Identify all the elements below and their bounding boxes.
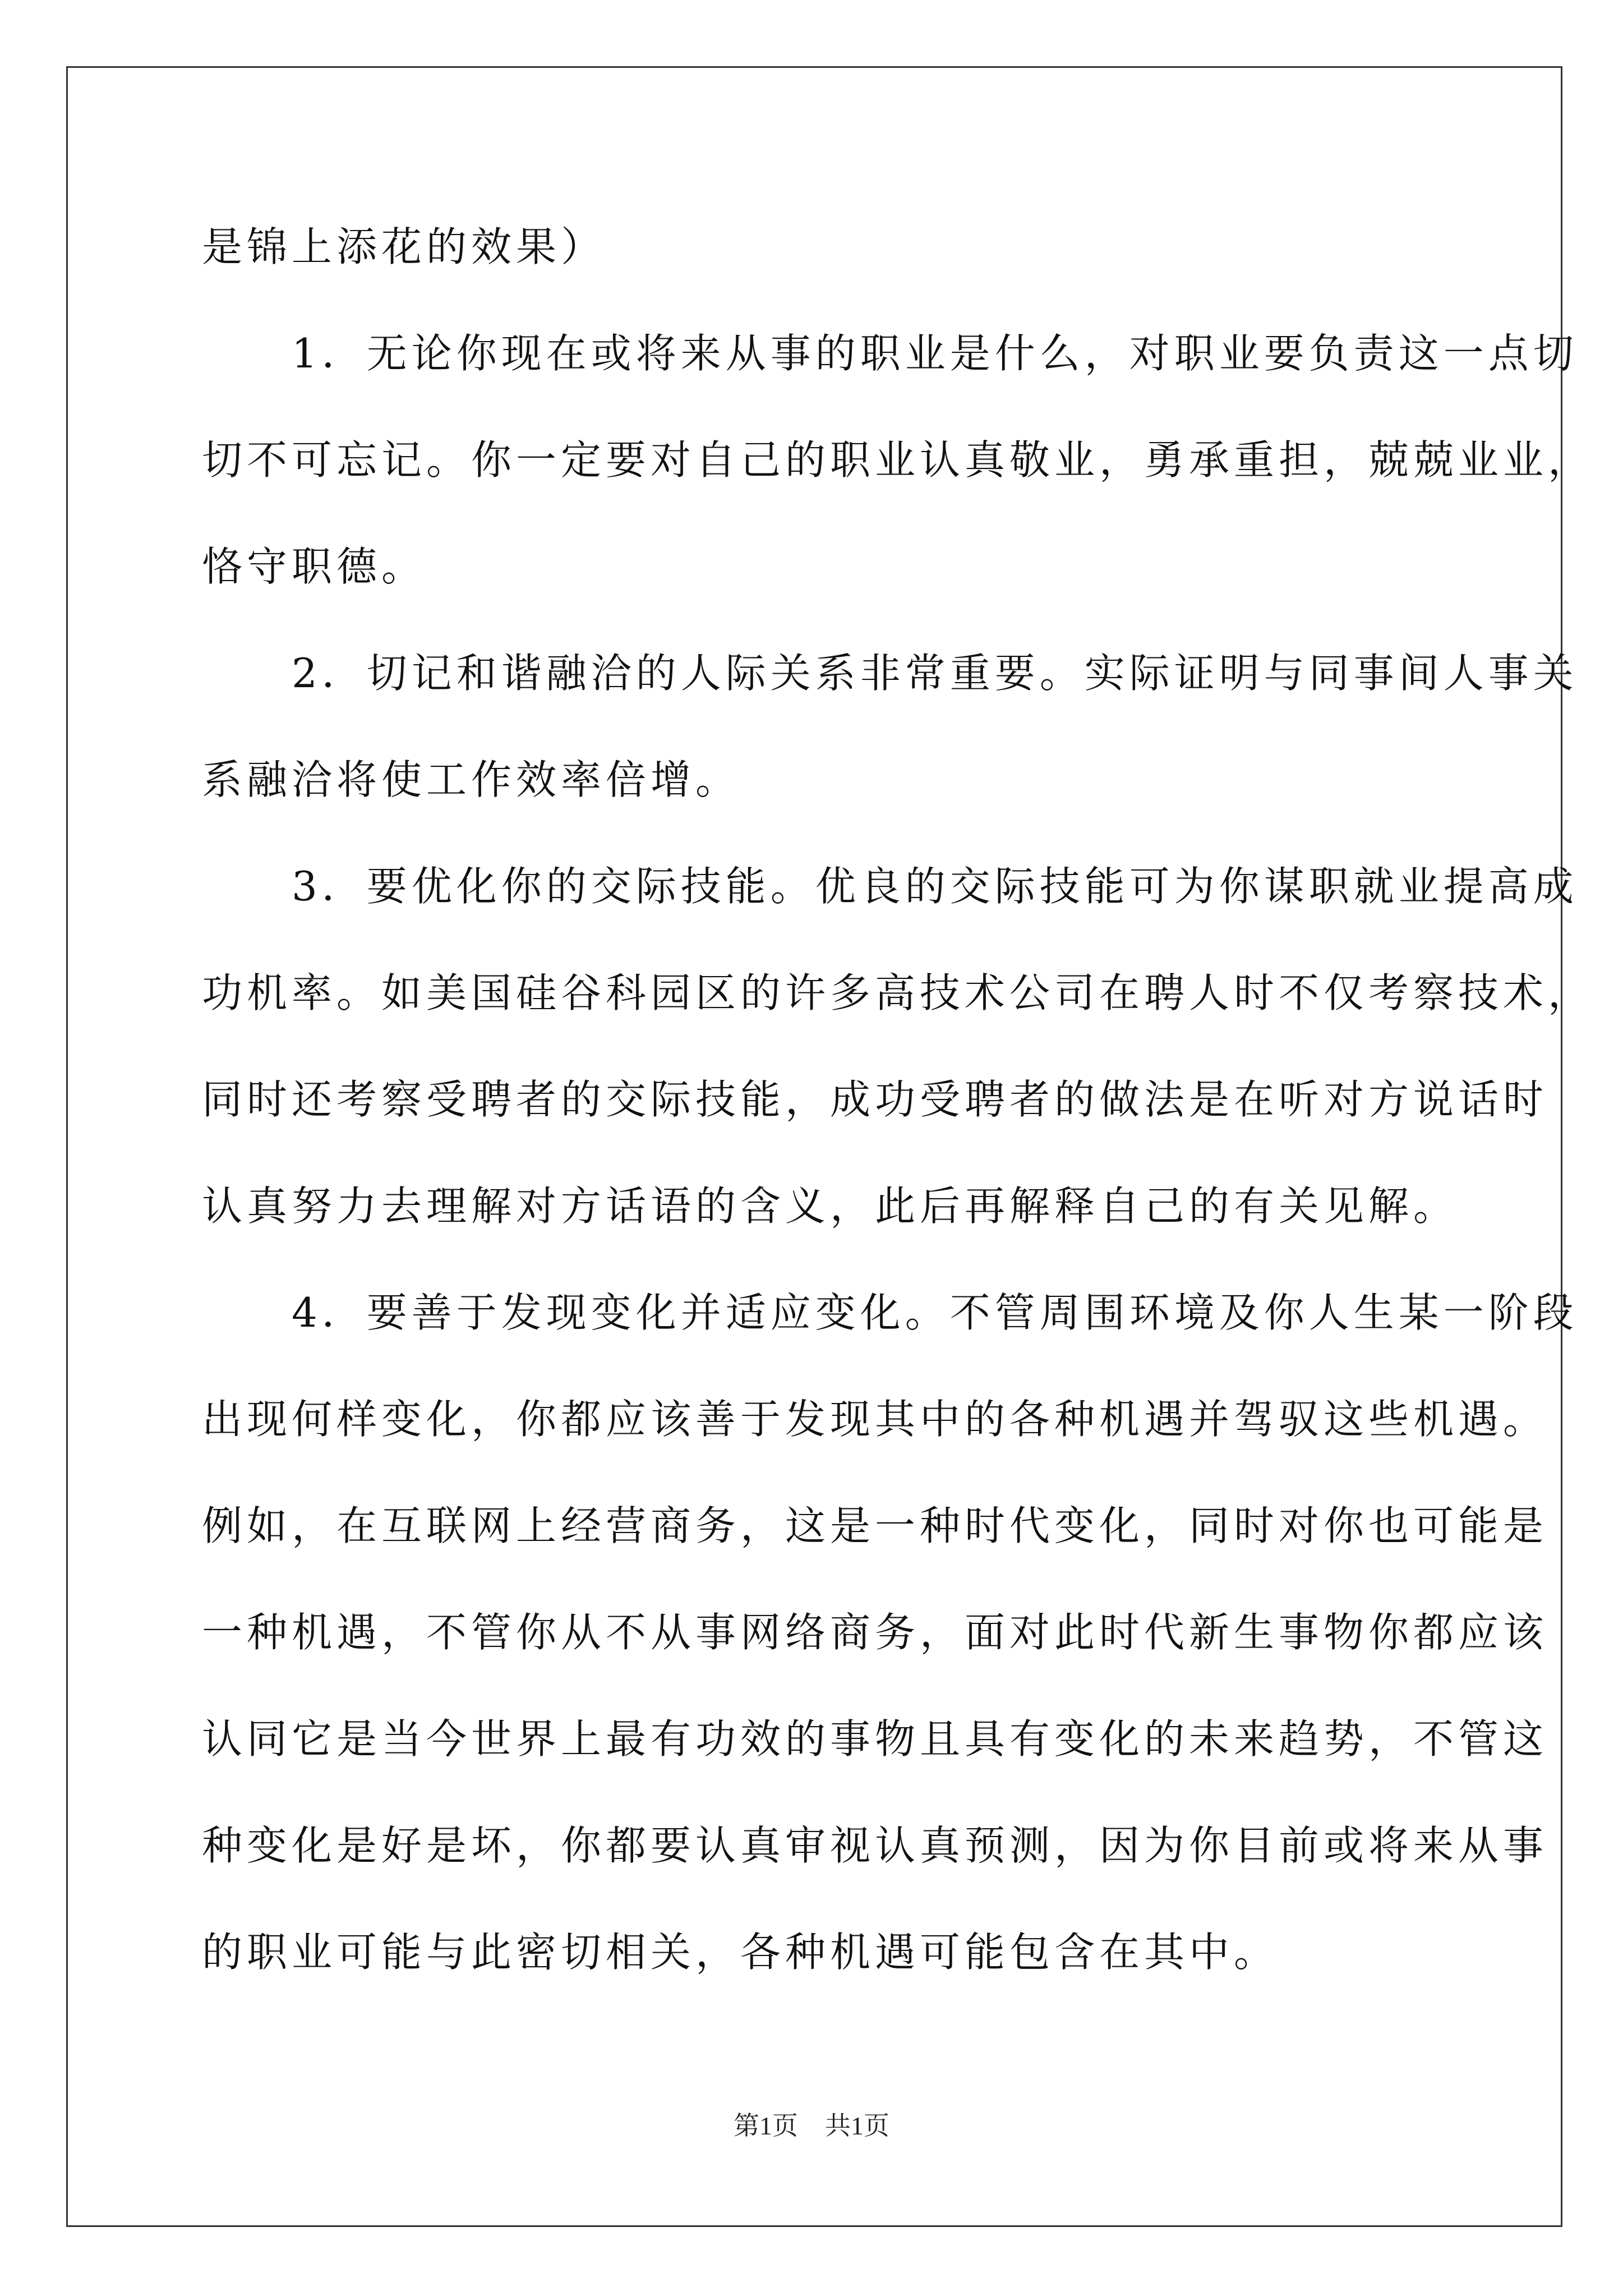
text-line: 同时还考察受聘者的交际技能，成功受聘者的做法是在听对方说话时 [202,1076,1548,1123]
text-line: 功机率。如美国硅谷科园区的许多高技术公司在聘人时不仅考察技术， [202,969,1593,1016]
text-line: 的职业可能与此密切相关，各种机遇可能包含在其中。 [202,1929,1279,1976]
text-line: 切不可忘记。你一定要对自己的职业认真敬业，勇承重担，兢兢业业， [202,436,1593,484]
text-line: 恪守职德。 [202,543,427,590]
text-line: 一种机遇，不管你从不从事网络商务，面对此时代新生事物你都应该 [202,1609,1548,1656]
text-line: 系融洽将使工作效率倍增。 [202,756,741,803]
page-total: 共1页 [825,2111,889,2140]
text-line: 1．无论你现在或将来从事的职业是什么，对职业要负责这一点切 [202,330,1578,377]
text-line: 例如，在互联网上经营商务，这是一种时代变化，同时对你也可能是 [202,1502,1548,1549]
text-line: 认真努力去理解对方话语的含义，此后再解释自己的有关见解。 [202,1182,1459,1230]
text-line: 4．要善于发现变化并适应变化。不管周围环境及你人生某一阶段 [202,1289,1578,1336]
text-line: 3．要优化你的交际技能。优良的交际技能可为你谋职就业提高成 [202,863,1578,910]
text-line: 种变化是好是坏，你都要认真审视认真预测，因为你目前或将来从事 [202,1822,1548,1869]
page-footer [0,2109,1623,2143]
page-border [66,66,1562,2227]
text-line: 2．切记和谐融洽的人际关系非常重要。实际证明与同事间人事关 [202,650,1578,697]
page-number: 第1页 [734,2111,798,2140]
text-line: 是锦上添花的效果） [202,223,606,270]
text-line: 出现何样变化，你都应该善于发现其中的各种机遇并驾驭这些机遇。 [202,1396,1548,1443]
text-line: 认同它是当今世界上最有功效的事物且具有变化的未来趋势，不管这 [202,1715,1548,1763]
